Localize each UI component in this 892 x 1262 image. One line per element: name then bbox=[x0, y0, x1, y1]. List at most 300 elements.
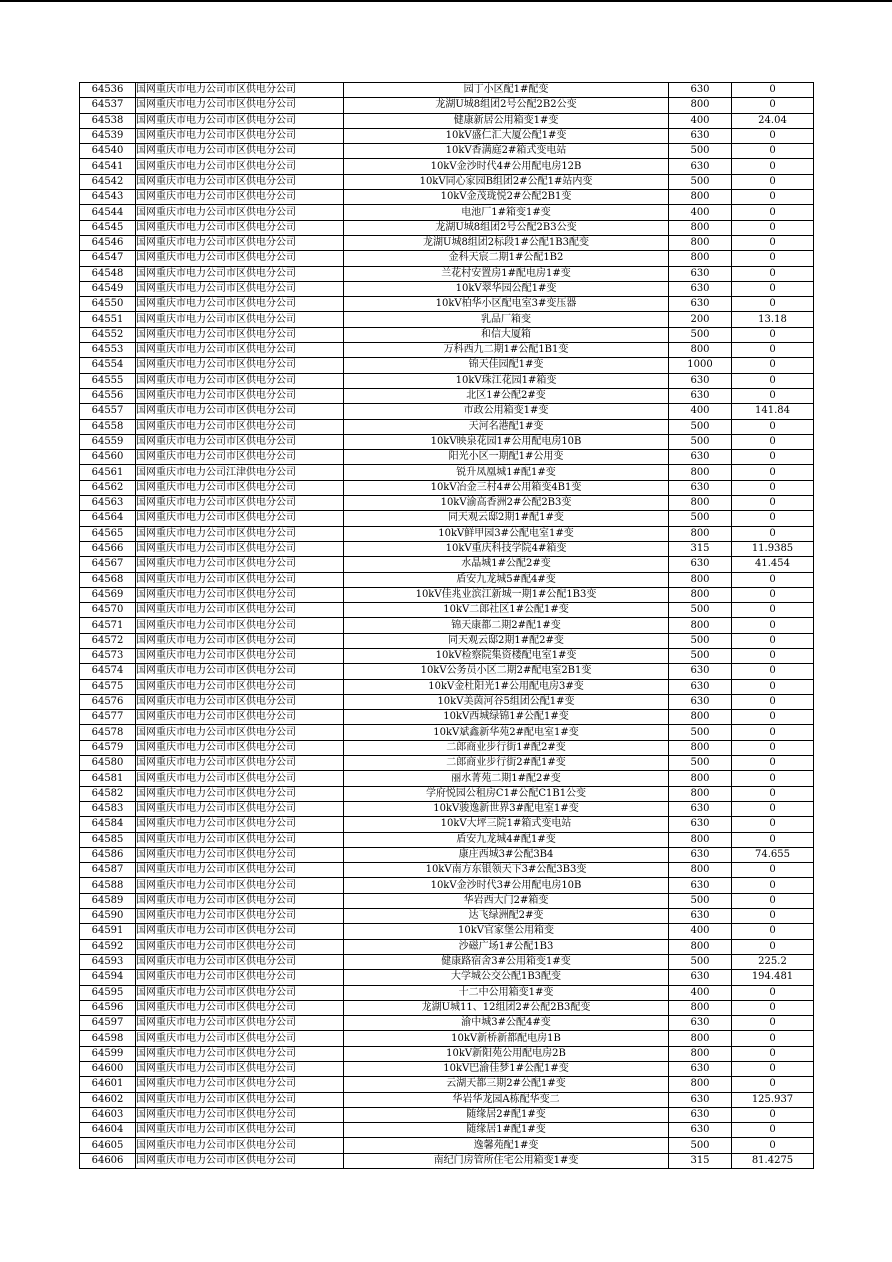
station-name-cell: 10kV冶金三村4#公用箱变4B1变 bbox=[344, 480, 669, 495]
company-cell: 国网重庆市电力公司市区供电分公司 bbox=[136, 710, 344, 725]
capacity-cell: 800 bbox=[669, 771, 732, 786]
capacity-cell: 500 bbox=[669, 144, 732, 159]
capacity-cell: 800 bbox=[669, 939, 732, 954]
company-cell: 国网重庆市电力公司市区供电分公司 bbox=[136, 679, 344, 694]
company-cell: 国网重庆市电力公司市区供电分公司 bbox=[136, 1062, 344, 1077]
table-row bbox=[80, 358, 814, 373]
value-cell: 0 bbox=[732, 388, 814, 403]
value-cell: 0 bbox=[732, 297, 814, 312]
row-id-cell: 64598 bbox=[80, 1031, 136, 1046]
table-row bbox=[80, 1016, 814, 1031]
row-id-cell: 64556 bbox=[80, 388, 136, 403]
station-name-cell: 天河名港配1#变 bbox=[344, 419, 669, 434]
station-name-cell: 市政公用箱变1#变 bbox=[344, 404, 669, 419]
value-cell: 0 bbox=[732, 572, 814, 587]
capacity-cell: 500 bbox=[669, 603, 732, 618]
capacity-cell: 630 bbox=[669, 817, 732, 832]
company-cell: 国网重庆市电力公司江津供电分公司 bbox=[136, 465, 344, 480]
company-cell: 国网重庆市电力公司市区供电分公司 bbox=[136, 1153, 344, 1168]
capacity-cell: 500 bbox=[669, 174, 732, 189]
company-cell: 国网重庆市电力公司市区供电分公司 bbox=[136, 954, 344, 969]
value-cell: 0 bbox=[732, 144, 814, 159]
capacity-cell: 630 bbox=[669, 970, 732, 985]
row-id-cell: 64585 bbox=[80, 832, 136, 847]
station-name-cell: 随缘居2#配1#变 bbox=[344, 1107, 669, 1122]
company-cell: 国网重庆市电力公司市区供电分公司 bbox=[136, 740, 344, 755]
station-name-cell: 同天观云邸2期1#配1#变 bbox=[344, 511, 669, 526]
company-cell: 国网重庆市电力公司市区供电分公司 bbox=[136, 909, 344, 924]
station-name-cell: 10kV香满庭2#箱式变电站 bbox=[344, 144, 669, 159]
station-name-cell: 10kV检察院集资楼配电室1#变 bbox=[344, 648, 669, 663]
table-row bbox=[80, 404, 814, 419]
station-name-cell: 健康路宿舍3#公用箱变1#变 bbox=[344, 954, 669, 969]
capacity-cell: 800 bbox=[669, 786, 732, 801]
row-id-cell: 64573 bbox=[80, 648, 136, 663]
station-name-cell: 盾安九龙城5#配4#变 bbox=[344, 572, 669, 587]
row-id-cell: 64561 bbox=[80, 465, 136, 480]
station-name-cell: 渝中城3#公配4#变 bbox=[344, 1016, 669, 1031]
value-cell: 0 bbox=[732, 1000, 814, 1015]
station-name-cell: 10kV金茂珑悦2#公配2B1变 bbox=[344, 190, 669, 205]
value-cell: 11.9385 bbox=[732, 541, 814, 556]
row-id-cell: 64592 bbox=[80, 939, 136, 954]
capacity-cell: 630 bbox=[669, 83, 732, 98]
row-id-cell: 64570 bbox=[80, 603, 136, 618]
table-row bbox=[80, 801, 814, 816]
company-cell: 国网重庆市电力公司市区供电分公司 bbox=[136, 756, 344, 771]
value-cell: 0 bbox=[732, 343, 814, 358]
table-row bbox=[80, 174, 814, 189]
table-row bbox=[80, 98, 814, 113]
row-id-cell: 64577 bbox=[80, 710, 136, 725]
capacity-cell: 630 bbox=[669, 281, 732, 296]
capacity-cell: 630 bbox=[669, 909, 732, 924]
company-cell: 国网重庆市电力公司市区供电分公司 bbox=[136, 633, 344, 648]
value-cell: 0 bbox=[732, 863, 814, 878]
row-id-cell: 64581 bbox=[80, 771, 136, 786]
value-cell: 141.84 bbox=[732, 404, 814, 419]
company-cell: 国网重庆市电力公司市区供电分公司 bbox=[136, 939, 344, 954]
company-cell: 国网重庆市电力公司市区供电分公司 bbox=[136, 1077, 344, 1092]
capacity-cell: 630 bbox=[669, 1092, 732, 1107]
row-id-cell: 64569 bbox=[80, 587, 136, 602]
station-name-cell: 龙湖U城8组团2号公配2B3公变 bbox=[344, 220, 669, 235]
value-cell: 194.481 bbox=[732, 970, 814, 985]
company-cell: 国网重庆市电力公司市区供电分公司 bbox=[136, 648, 344, 663]
table-row bbox=[80, 541, 814, 556]
company-cell: 国网重庆市电力公司市区供电分公司 bbox=[136, 496, 344, 511]
company-cell: 国网重庆市电力公司市区供电分公司 bbox=[136, 1016, 344, 1031]
row-id-cell: 64545 bbox=[80, 220, 136, 235]
capacity-cell: 500 bbox=[669, 648, 732, 663]
capacity-cell: 630 bbox=[669, 801, 732, 816]
station-name-cell: 10kV金沙时代3#公用配电房10B bbox=[344, 878, 669, 893]
value-cell: 0 bbox=[732, 924, 814, 939]
row-id-cell: 64555 bbox=[80, 373, 136, 388]
capacity-cell: 400 bbox=[669, 205, 732, 220]
capacity-cell: 630 bbox=[669, 1062, 732, 1077]
value-cell: 0 bbox=[732, 98, 814, 113]
row-id-cell: 64562 bbox=[80, 480, 136, 495]
company-cell: 国网重庆市电力公司市区供电分公司 bbox=[136, 205, 344, 220]
company-cell: 国网重庆市电力公司市区供电分公司 bbox=[136, 98, 344, 113]
row-id-cell: 64567 bbox=[80, 557, 136, 572]
value-cell: 0 bbox=[732, 786, 814, 801]
row-id-cell: 64546 bbox=[80, 235, 136, 250]
table-row bbox=[80, 1077, 814, 1092]
value-cell: 81.4275 bbox=[732, 1153, 814, 1168]
table-row bbox=[80, 312, 814, 327]
company-cell: 国网重庆市电力公司市区供电分公司 bbox=[136, 1046, 344, 1061]
capacity-cell: 200 bbox=[669, 312, 732, 327]
capacity-cell: 500 bbox=[669, 756, 732, 771]
station-name-cell: 园丁小区配1#配变 bbox=[344, 83, 669, 98]
table-row bbox=[80, 419, 814, 434]
table-row bbox=[80, 1046, 814, 1061]
company-cell: 国网重庆市电力公司市区供电分公司 bbox=[136, 771, 344, 786]
row-id-cell: 64576 bbox=[80, 694, 136, 709]
company-cell: 国网重庆市电力公司市区供电分公司 bbox=[136, 541, 344, 556]
station-name-cell: 10kV珠江花园1#箱变 bbox=[344, 373, 669, 388]
value-cell: 0 bbox=[732, 220, 814, 235]
company-cell: 国网重庆市电力公司市区供电分公司 bbox=[136, 297, 344, 312]
value-cell: 0 bbox=[732, 710, 814, 725]
table-row bbox=[80, 572, 814, 587]
value-cell: 0 bbox=[732, 771, 814, 786]
row-id-cell: 64560 bbox=[80, 450, 136, 465]
value-cell: 0 bbox=[732, 450, 814, 465]
row-id-cell: 64590 bbox=[80, 909, 136, 924]
row-id-cell: 64591 bbox=[80, 924, 136, 939]
table-row bbox=[80, 297, 814, 312]
capacity-cell: 630 bbox=[669, 128, 732, 143]
row-id-cell: 64540 bbox=[80, 144, 136, 159]
table-row bbox=[80, 251, 814, 266]
station-name-cell: 大学城公交公配1B3配变 bbox=[344, 970, 669, 985]
station-name-cell: 十二中公用箱变1#变 bbox=[344, 985, 669, 1000]
capacity-cell: 800 bbox=[669, 587, 732, 602]
capacity-cell: 630 bbox=[669, 694, 732, 709]
capacity-cell: 500 bbox=[669, 893, 732, 908]
company-cell: 国网重庆市电力公司市区供电分公司 bbox=[136, 511, 344, 526]
capacity-cell: 630 bbox=[669, 1016, 732, 1031]
table-row bbox=[80, 985, 814, 1000]
station-name-cell: 学府悦园公租房C1#公配C1B1公变 bbox=[344, 786, 669, 801]
row-id-cell: 64602 bbox=[80, 1092, 136, 1107]
station-name-cell: 10kV大坪三院1#箱式变电站 bbox=[344, 817, 669, 832]
company-cell: 国网重庆市电力公司市区供电分公司 bbox=[136, 159, 344, 174]
row-id-cell: 64587 bbox=[80, 863, 136, 878]
company-cell: 国网重庆市电力公司市区供电分公司 bbox=[136, 694, 344, 709]
company-cell: 国网重庆市电力公司市区供电分公司 bbox=[136, 358, 344, 373]
station-name-cell: 乳品厂箱变 bbox=[344, 312, 669, 327]
row-id-cell: 64543 bbox=[80, 190, 136, 205]
capacity-cell: 800 bbox=[669, 343, 732, 358]
row-id-cell: 64589 bbox=[80, 893, 136, 908]
value-cell: 0 bbox=[732, 128, 814, 143]
row-id-cell: 64552 bbox=[80, 327, 136, 342]
value-cell: 0 bbox=[732, 648, 814, 663]
table-row bbox=[80, 603, 814, 618]
row-id-cell: 64558 bbox=[80, 419, 136, 434]
value-cell: 0 bbox=[732, 83, 814, 98]
capacity-cell: 800 bbox=[669, 98, 732, 113]
value-cell: 0 bbox=[732, 664, 814, 679]
row-id-cell: 64578 bbox=[80, 725, 136, 740]
capacity-cell: 500 bbox=[669, 1138, 732, 1153]
row-id-cell: 64605 bbox=[80, 1138, 136, 1153]
capacity-cell: 400 bbox=[669, 113, 732, 128]
company-cell: 国网重庆市电力公司市区供电分公司 bbox=[136, 786, 344, 801]
row-id-cell: 64559 bbox=[80, 434, 136, 449]
capacity-cell: 800 bbox=[669, 235, 732, 250]
table-row bbox=[80, 327, 814, 342]
value-cell: 0 bbox=[732, 985, 814, 1000]
station-name-cell: 阳光小区一期配1#公用变 bbox=[344, 450, 669, 465]
value-cell: 0 bbox=[732, 725, 814, 740]
capacity-cell: 315 bbox=[669, 541, 732, 556]
capacity-cell: 800 bbox=[669, 526, 732, 541]
company-cell: 国网重庆市电力公司市区供电分公司 bbox=[136, 664, 344, 679]
value-cell: 225.2 bbox=[732, 954, 814, 969]
company-cell: 国网重庆市电力公司市区供电分公司 bbox=[136, 373, 344, 388]
capacity-cell: 630 bbox=[669, 159, 732, 174]
table-row bbox=[80, 220, 814, 235]
company-cell: 国网重庆市电力公司市区供电分公司 bbox=[136, 266, 344, 281]
capacity-cell: 800 bbox=[669, 1077, 732, 1092]
capacity-cell: 800 bbox=[669, 618, 732, 633]
row-id-cell: 64579 bbox=[80, 740, 136, 755]
capacity-cell: 800 bbox=[669, 1046, 732, 1061]
row-id-cell: 64536 bbox=[80, 83, 136, 98]
capacity-cell: 630 bbox=[669, 388, 732, 403]
value-cell: 0 bbox=[732, 939, 814, 954]
table-row bbox=[80, 235, 814, 250]
capacity-cell: 800 bbox=[669, 496, 732, 511]
value-cell: 0 bbox=[732, 496, 814, 511]
table-row bbox=[80, 679, 814, 694]
table-row bbox=[80, 633, 814, 648]
table-row bbox=[80, 373, 814, 388]
capacity-cell: 500 bbox=[669, 633, 732, 648]
value-cell: 0 bbox=[732, 1107, 814, 1122]
capacity-cell: 800 bbox=[669, 572, 732, 587]
row-id-cell: 64583 bbox=[80, 801, 136, 816]
value-cell: 0 bbox=[732, 1077, 814, 1092]
capacity-cell: 500 bbox=[669, 954, 732, 969]
company-cell: 国网重庆市电力公司市区供电分公司 bbox=[136, 572, 344, 587]
station-name-cell: 华岩西大门2#箱变 bbox=[344, 893, 669, 908]
company-cell: 国网重庆市电力公司市区供电分公司 bbox=[136, 725, 344, 740]
station-name-cell: 10kV翠华园公配1#变 bbox=[344, 281, 669, 296]
table-row bbox=[80, 511, 814, 526]
value-cell: 0 bbox=[732, 618, 814, 633]
value-cell: 0 bbox=[732, 327, 814, 342]
station-name-cell: 龙湖U城8组团2标段1#公配1B3配变 bbox=[344, 235, 669, 250]
row-id-cell: 64542 bbox=[80, 174, 136, 189]
row-id-cell: 64554 bbox=[80, 358, 136, 373]
value-cell: 13.18 bbox=[732, 312, 814, 327]
station-name-cell: 金科天宸二期1#公配1B2 bbox=[344, 251, 669, 266]
table-row bbox=[80, 664, 814, 679]
row-id-cell: 64541 bbox=[80, 159, 136, 174]
row-id-cell: 64551 bbox=[80, 312, 136, 327]
row-id-cell: 64601 bbox=[80, 1077, 136, 1092]
company-cell: 国网重庆市电力公司市区供电分公司 bbox=[136, 1138, 344, 1153]
row-id-cell: 64595 bbox=[80, 985, 136, 1000]
table-row bbox=[80, 710, 814, 725]
company-cell: 国网重庆市电力公司市区供电分公司 bbox=[136, 419, 344, 434]
table-row bbox=[80, 725, 814, 740]
station-name-cell: 兰花村安置房1#配电房1#变 bbox=[344, 266, 669, 281]
company-cell: 国网重庆市电力公司市区供电分公司 bbox=[136, 603, 344, 618]
row-id-cell: 64544 bbox=[80, 205, 136, 220]
table-row bbox=[80, 343, 814, 358]
row-id-cell: 64575 bbox=[80, 679, 136, 694]
value-cell: 0 bbox=[732, 679, 814, 694]
company-cell: 国网重庆市电力公司市区供电分公司 bbox=[136, 893, 344, 908]
value-cell: 0 bbox=[732, 480, 814, 495]
table-row bbox=[80, 526, 814, 541]
row-id-cell: 64599 bbox=[80, 1046, 136, 1061]
capacity-cell: 800 bbox=[669, 220, 732, 235]
row-id-cell: 64584 bbox=[80, 817, 136, 832]
company-cell: 国网重庆市电力公司市区供电分公司 bbox=[136, 847, 344, 862]
value-cell: 0 bbox=[732, 205, 814, 220]
page-top-rule bbox=[0, 0, 892, 2]
capacity-cell: 630 bbox=[669, 1123, 732, 1138]
company-cell: 国网重庆市电力公司市区供电分公司 bbox=[136, 128, 344, 143]
table-row bbox=[80, 266, 814, 281]
company-cell: 国网重庆市电力公司市区供电分公司 bbox=[136, 832, 344, 847]
company-cell: 国网重庆市电力公司市区供电分公司 bbox=[136, 190, 344, 205]
row-id-cell: 64553 bbox=[80, 343, 136, 358]
capacity-cell: 800 bbox=[669, 832, 732, 847]
row-id-cell: 64566 bbox=[80, 541, 136, 556]
station-name-cell: 逸馨苑配1#变 bbox=[344, 1138, 669, 1153]
table-row bbox=[80, 388, 814, 403]
company-cell: 国网重庆市电力公司市区供电分公司 bbox=[136, 83, 344, 98]
value-cell: 24.04 bbox=[732, 113, 814, 128]
table-row bbox=[80, 909, 814, 924]
row-id-cell: 64600 bbox=[80, 1062, 136, 1077]
capacity-cell: 500 bbox=[669, 419, 732, 434]
value-cell: 0 bbox=[732, 1138, 814, 1153]
row-id-cell: 64604 bbox=[80, 1123, 136, 1138]
station-name-cell: 10kV鲜甲园3#公配电室1#变 bbox=[344, 526, 669, 541]
station-name-cell: 丽水菁苑二期1#配2#变 bbox=[344, 771, 669, 786]
value-cell: 0 bbox=[732, 694, 814, 709]
table-row bbox=[80, 817, 814, 832]
row-id-cell: 64588 bbox=[80, 878, 136, 893]
value-cell: 0 bbox=[732, 1031, 814, 1046]
capacity-cell: 1000 bbox=[669, 358, 732, 373]
value-cell: 0 bbox=[732, 633, 814, 648]
row-id-cell: 64557 bbox=[80, 404, 136, 419]
table-row bbox=[80, 128, 814, 143]
capacity-cell: 500 bbox=[669, 725, 732, 740]
station-name-cell: 健康新居公用箱变1#变 bbox=[344, 113, 669, 128]
table-row bbox=[80, 1062, 814, 1077]
station-name-cell: 万科西九二期1#公配1B1变 bbox=[344, 343, 669, 358]
value-cell: 0 bbox=[732, 526, 814, 541]
capacity-cell: 630 bbox=[669, 450, 732, 465]
company-cell: 国网重庆市电力公司市区供电分公司 bbox=[136, 220, 344, 235]
station-name-cell: 沙磁广场1#公配1B3 bbox=[344, 939, 669, 954]
capacity-cell: 800 bbox=[669, 710, 732, 725]
value-cell: 125.937 bbox=[732, 1092, 814, 1107]
capacity-cell: 800 bbox=[669, 863, 732, 878]
company-cell: 国网重庆市电力公司市区供电分公司 bbox=[136, 327, 344, 342]
capacity-cell: 630 bbox=[669, 373, 732, 388]
capacity-cell: 500 bbox=[669, 511, 732, 526]
data-table bbox=[79, 82, 814, 1169]
capacity-cell: 630 bbox=[669, 557, 732, 572]
value-cell: 0 bbox=[732, 251, 814, 266]
station-name-cell: 北区1#公配2#变 bbox=[344, 388, 669, 403]
station-name-cell: 和信大厦箱 bbox=[344, 327, 669, 342]
station-name-cell: 二郎商业步行街1#配2#变 bbox=[344, 740, 669, 755]
table-row bbox=[80, 1031, 814, 1046]
row-id-cell: 64606 bbox=[80, 1153, 136, 1168]
row-id-cell: 64539 bbox=[80, 128, 136, 143]
value-cell: 0 bbox=[732, 832, 814, 847]
capacity-cell: 400 bbox=[669, 985, 732, 1000]
table-row bbox=[80, 924, 814, 939]
capacity-cell: 630 bbox=[669, 297, 732, 312]
station-name-cell: 同天观云邸2期1#配2#变 bbox=[344, 633, 669, 648]
row-id-cell: 64563 bbox=[80, 496, 136, 511]
table-row bbox=[80, 496, 814, 511]
value-cell: 0 bbox=[732, 1123, 814, 1138]
row-id-cell: 64547 bbox=[80, 251, 136, 266]
table-row bbox=[80, 159, 814, 174]
table-row bbox=[80, 786, 814, 801]
table-row bbox=[80, 557, 814, 572]
station-name-cell: 10kV巴渝佳梦1#公配1#变 bbox=[344, 1062, 669, 1077]
value-cell: 0 bbox=[732, 373, 814, 388]
table-row bbox=[80, 1153, 814, 1168]
table-body bbox=[80, 83, 814, 1169]
company-cell: 国网重庆市电力公司市区供电分公司 bbox=[136, 113, 344, 128]
station-name-cell: 锦天佳园配1#变 bbox=[344, 358, 669, 373]
table-row bbox=[80, 1123, 814, 1138]
station-name-cell: 康庄西城3#公配3B4 bbox=[344, 847, 669, 862]
station-name-cell: 10kV同心家园B组团2#公配1#站内变 bbox=[344, 174, 669, 189]
station-name-cell: 锦天康都二期2#配1#变 bbox=[344, 618, 669, 633]
table-row bbox=[80, 144, 814, 159]
value-cell: 0 bbox=[732, 740, 814, 755]
value-cell: 41.454 bbox=[732, 557, 814, 572]
station-name-cell: 随缘居1#配1#变 bbox=[344, 1123, 669, 1138]
row-id-cell: 64564 bbox=[80, 511, 136, 526]
capacity-cell: 630 bbox=[669, 480, 732, 495]
station-name-cell: 电池厂1#箱变1#变 bbox=[344, 205, 669, 220]
station-name-cell: 二郎商业步行街2#配1#变 bbox=[344, 756, 669, 771]
station-name-cell: 云湖天都三期2#公配1#变 bbox=[344, 1077, 669, 1092]
station-name-cell: 南纪门房管所住宅公用箱变1#变 bbox=[344, 1153, 669, 1168]
table-row bbox=[80, 83, 814, 98]
company-cell: 国网重庆市电力公司市区供电分公司 bbox=[136, 450, 344, 465]
table-row bbox=[80, 740, 814, 755]
table-row bbox=[80, 450, 814, 465]
capacity-cell: 800 bbox=[669, 190, 732, 205]
value-cell: 0 bbox=[732, 465, 814, 480]
value-cell: 0 bbox=[732, 909, 814, 924]
row-id-cell: 64568 bbox=[80, 572, 136, 587]
value-cell: 74.655 bbox=[732, 847, 814, 862]
company-cell: 国网重庆市电力公司市区供电分公司 bbox=[136, 281, 344, 296]
